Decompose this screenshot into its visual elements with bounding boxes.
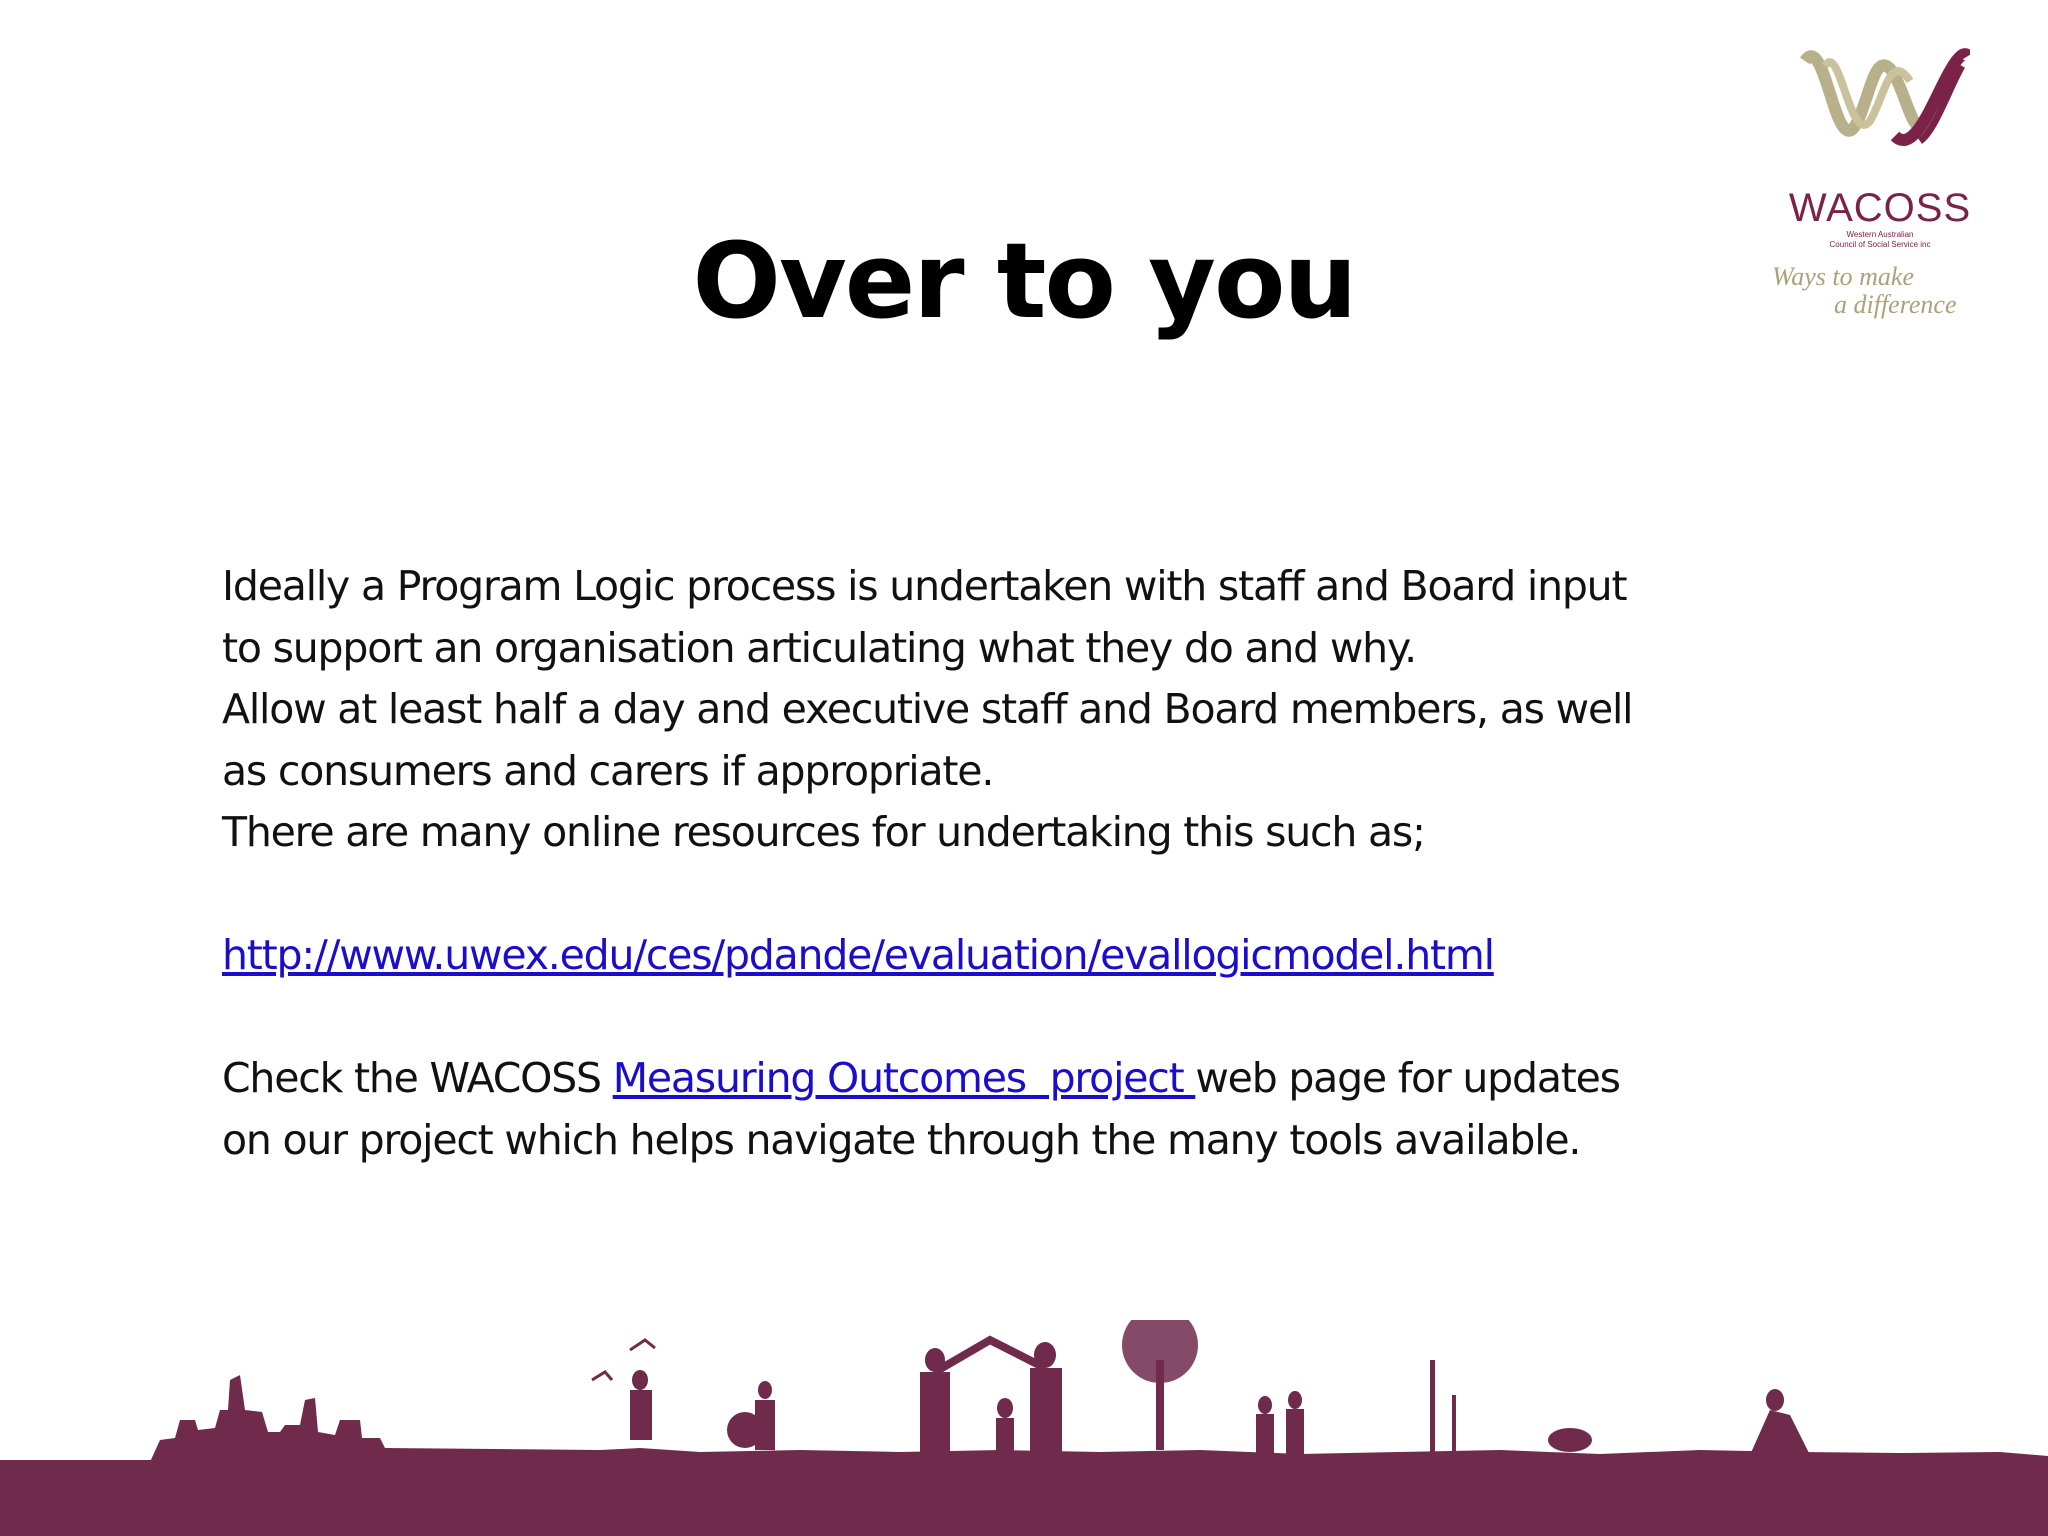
spacer: [222, 864, 1842, 926]
logo-wordmark: WACOSS: [1788, 186, 1972, 230]
logo-subtitle-line1: Western Australian: [1846, 230, 1914, 239]
check-text-after: web page for updates: [1195, 1054, 1620, 1102]
spacer: [222, 987, 1842, 1049]
paragraph-line: to support an organisation articulating what they do and why.: [222, 623, 1416, 672]
logic-model-link[interactable]: http://www.uwex.edu/ces/pdande/evaluation/evallogicmodel.html: [222, 931, 1494, 979]
slide-body: [222, 556, 1842, 1171]
logo-tagline-line1: Ways to make: [1772, 262, 1915, 291]
paragraph-line: Allow at least half a day and executive staff and Board members, as well: [222, 685, 1633, 733]
logic-model-link-line: [222, 925, 1842, 987]
paragraph-line: There are many online resources for undertaking this such as;: [222, 808, 1425, 856]
logo-subtitle-line2: Council of Social Service inc: [1829, 240, 1931, 249]
paragraph-line: Ideally a Program Logic process is undertaken with staff and Board input: [222, 562, 1627, 610]
logo-tagline-line2: a difference: [1834, 290, 1957, 319]
community-skyline-footer: [0, 1320, 2048, 1536]
measuring-outcomes-link[interactable]: Measuring Outcomes project: [612, 1054, 1196, 1102]
slide-title: Over to you: [692, 220, 1356, 342]
check-text-before: Check the WACOSS: [222, 1054, 613, 1102]
check-line: [222, 1048, 1842, 1110]
paragraph-line: as consumers and carers if appropriate.: [222, 746, 994, 795]
wacoss-wave-mark-icon: [1800, 36, 1970, 166]
check-line-2: on our project which helps navigate through the many tools available.: [222, 1115, 1581, 1164]
